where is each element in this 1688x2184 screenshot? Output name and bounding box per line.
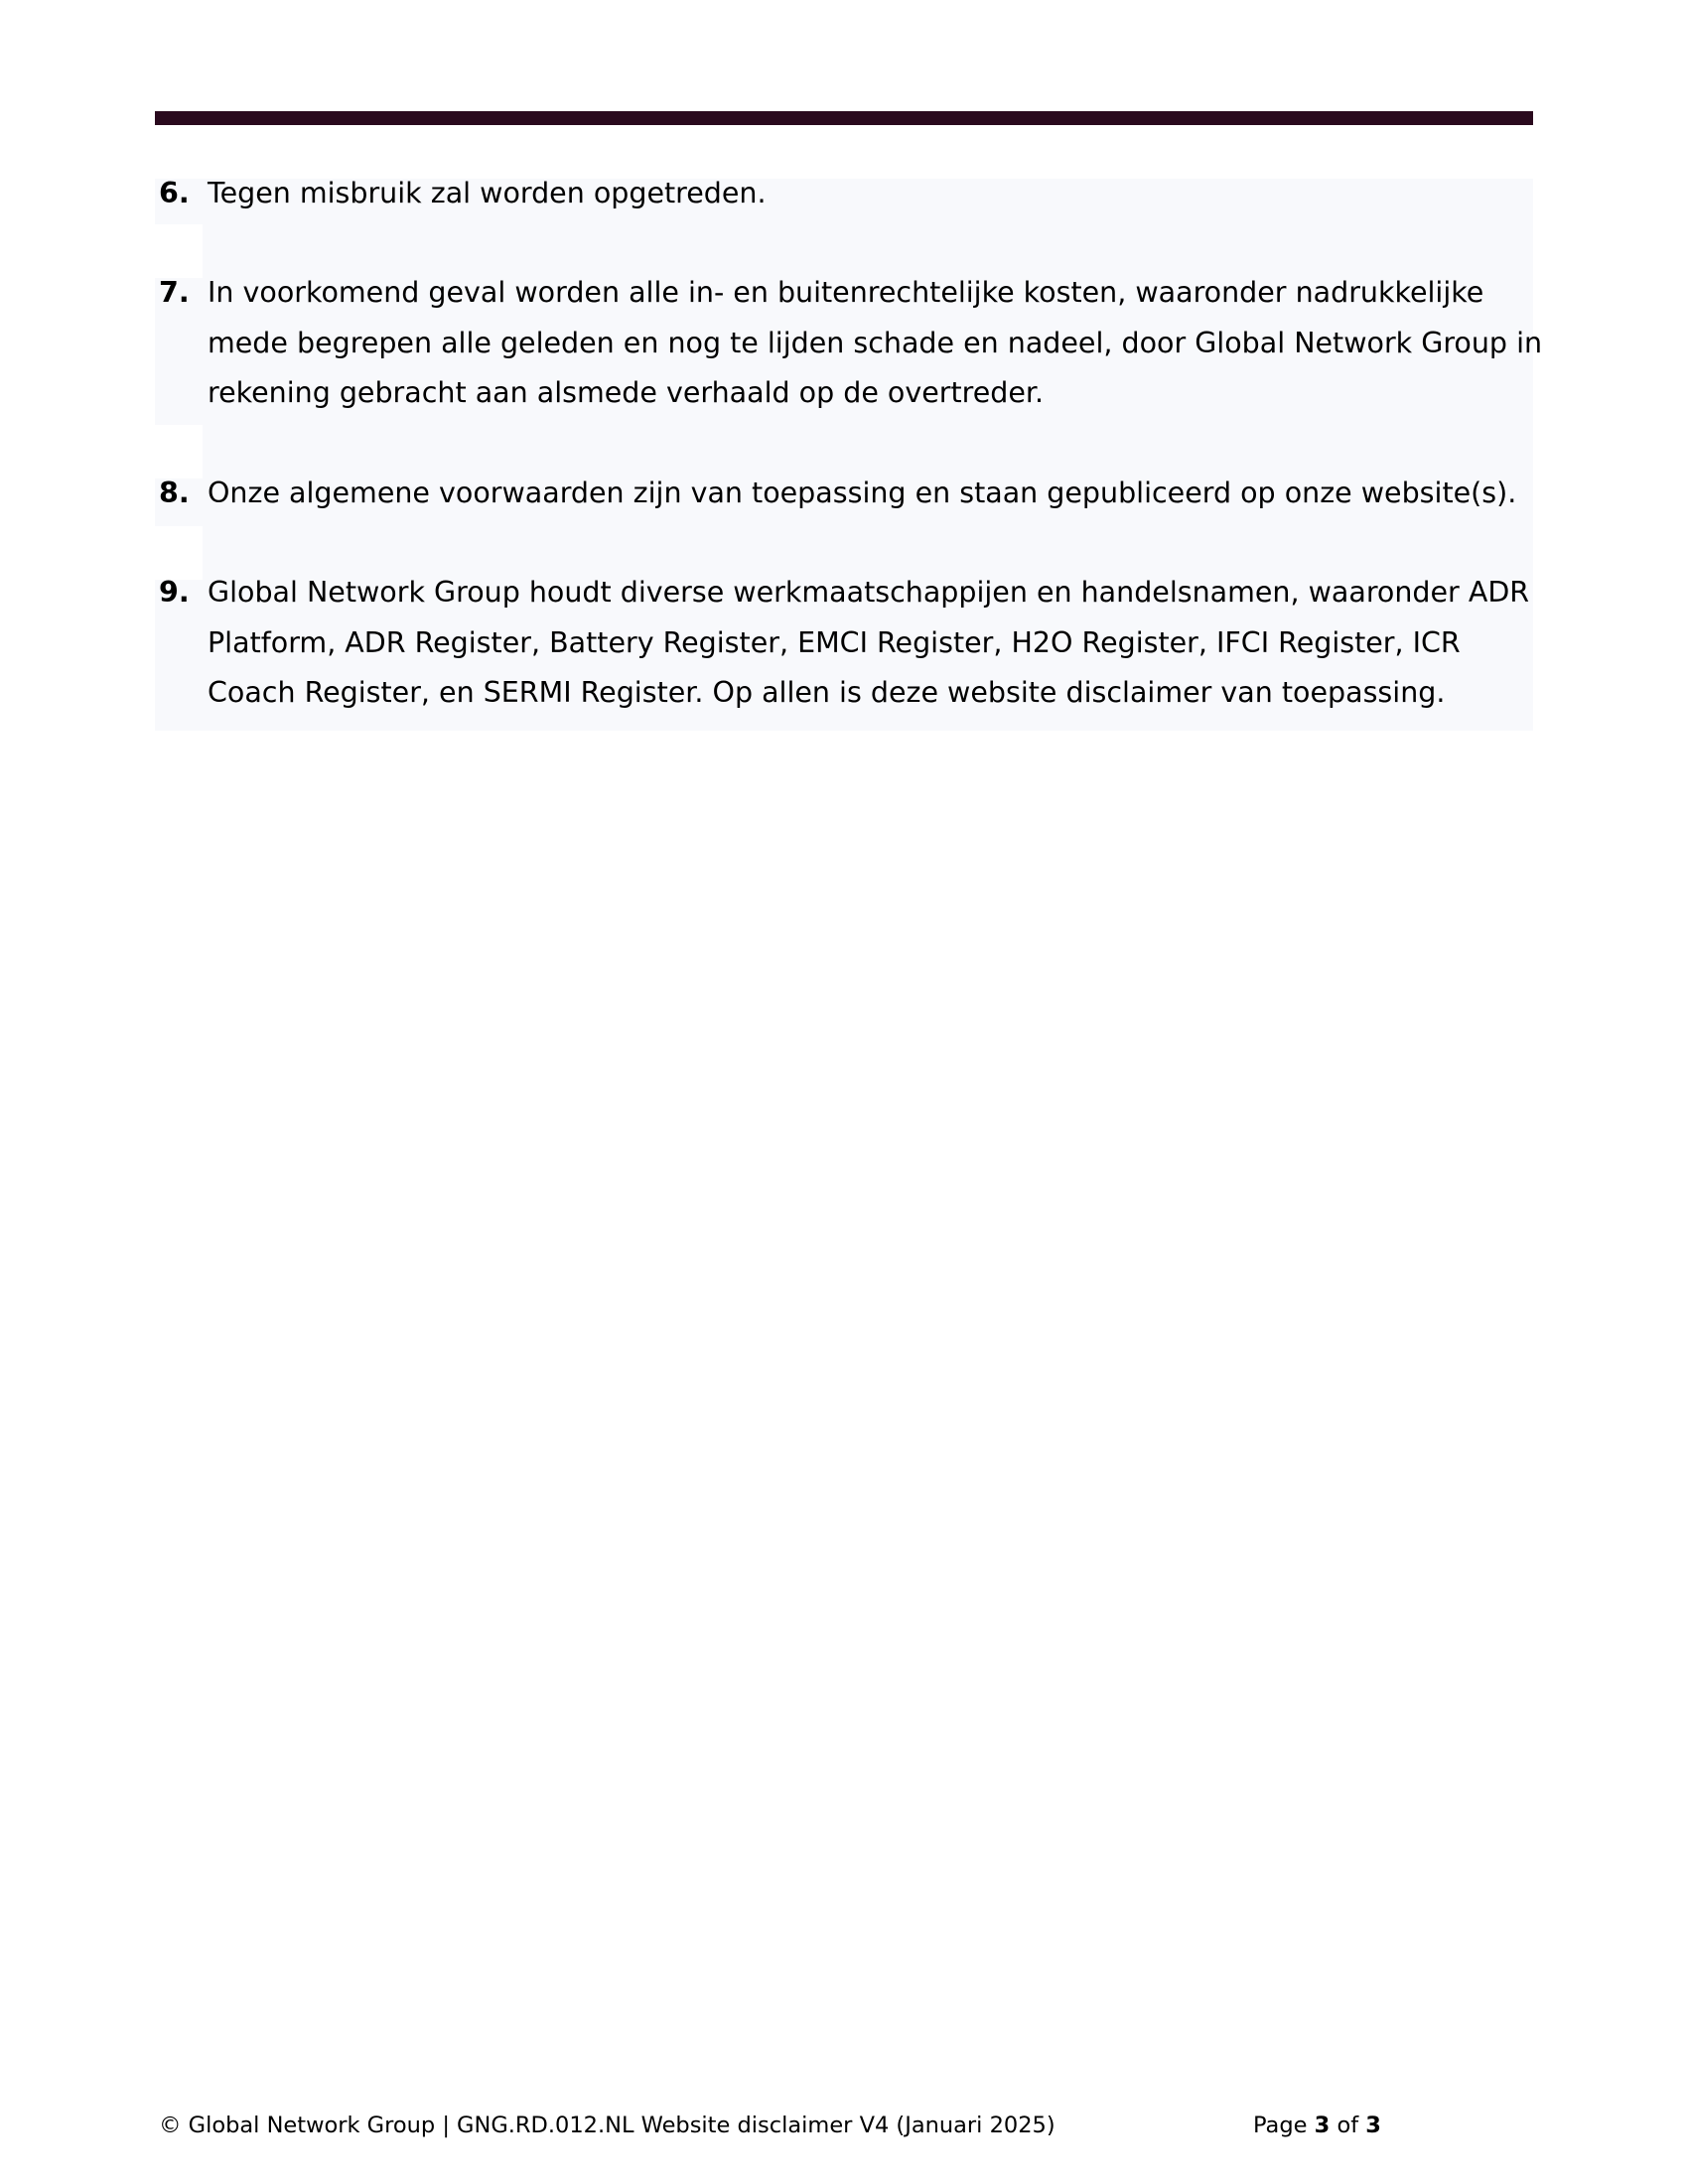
page-label: Page — [1253, 2113, 1308, 2138]
footer-copyright: © Global Network Group | GNG.RD.012.NL Website disclaimer V4 (Januari 2025) — [159, 2113, 1055, 2138]
list-item-line: Platform, ADR Register, Battery Register, EMCI Register, H2O Register, IFCI Register, ICR — [208, 625, 1461, 659]
list-item-line: Tegen misbruik zal worden opgetreden. — [208, 177, 767, 209]
list-item-line: rekening gebracht aan alsmede verhaald op de overtreder. — [208, 376, 1045, 409]
list-item-text — [208, 469, 1528, 519]
list-item-line: Global Network Group houdt diverse werkmaatschappijen en handelsnamen, waaronder ADR — [208, 576, 1530, 609]
page-of: of — [1336, 2113, 1359, 2138]
list-item-number: 7. — [159, 276, 190, 309]
list-item-number: 6. — [159, 177, 190, 209]
page-total: 3 — [1365, 2113, 1381, 2138]
page-current: 3 — [1314, 2113, 1331, 2138]
list-item-number: 9. — [159, 576, 190, 609]
list-item-text — [208, 169, 1528, 219]
header-rule — [155, 111, 1533, 125]
list-item-text — [208, 568, 1528, 719]
list-item-number: 8. — [159, 477, 190, 509]
list-item-line: mede begrepen alle geleden en nog te lijden schade en nadeel, door Global Network Group in — [208, 326, 1543, 359]
list-item-line: In voorkomend geval worden alle in- en buitenrechtelijke kosten, waaronder nadrukkelijke — [208, 276, 1484, 309]
footer-page-number — [1253, 2111, 1381, 2140]
list-item-text — [208, 268, 1543, 419]
list-item-line: Coach Register, en SERMI Register. Op allen is deze website disclaimer van toepassing. — [208, 676, 1446, 709]
list-item-line: Onze algemene voorwaarden zijn van toepassing en staan gepubliceerd op onze website(s). — [208, 477, 1517, 509]
